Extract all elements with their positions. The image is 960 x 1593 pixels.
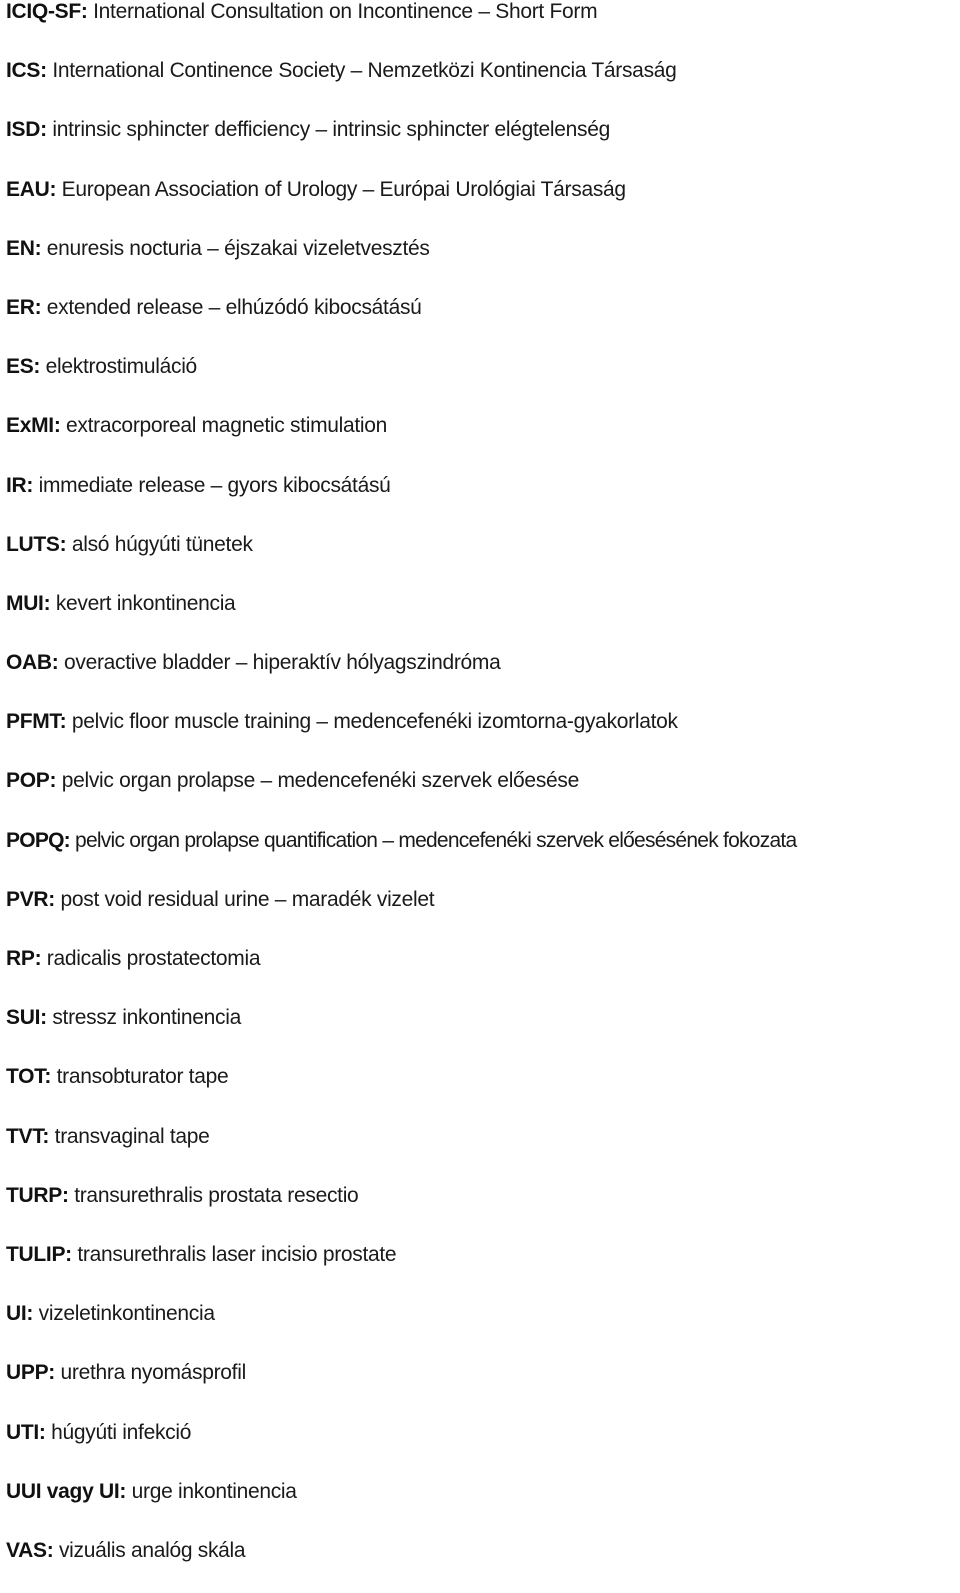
abbreviation-definition: post void residual urine – maradék vizelet [54,887,435,911]
abbreviation-definition: pelvic organ prolapse – medencefenéki szervek előesése [56,769,579,793]
abbreviation-entry-popq [6,824,956,883]
abbreviation-term: TVT: [6,1124,50,1148]
abbreviation-definition: transvaginal tape [49,1124,210,1148]
abbreviation-entry-ics [6,54,956,113]
abbreviation-definition: extended release – elhúzódó kibocsátású [41,295,422,319]
abbreviation-entry-pvr [6,883,956,942]
abbreviation-entry-isd [6,113,956,172]
abbreviation-term: ExMI: [6,414,61,438]
abbreviation-term: LUTS: [6,532,67,556]
abbreviation-term: IR: [6,473,34,497]
abbreviation-definition: vizuális analóg skála [53,1538,246,1562]
abbreviation-definition: stressz inkontinencia [46,1006,241,1030]
abbreviation-entry-uti [6,1416,956,1475]
abbreviation-term: UPP: [6,1361,55,1385]
abbreviation-entry-mui [6,587,956,646]
abbreviation-definition: intrinsic sphincter defficiency – intrinsic sphincter elégtelenség [46,118,610,142]
abbreviation-entry-turp [6,1179,956,1238]
abbreviation-definition: overactive bladder – hiperaktív hólyagszindróma [58,651,501,675]
abbreviation-term: VAS: [6,1538,54,1562]
abbreviation-term: POPQ: [6,828,70,852]
abbreviation-definition: transobturator tape [51,1065,229,1089]
abbreviation-definition: pelvic organ prolapse quantification – medencefenéki szervek előesésének fokozata [69,828,797,852]
abbreviation-term: MUI: [6,591,51,615]
abbreviation-entry-exmi [6,409,956,468]
abbreviation-term: OAB: [6,651,59,675]
abbreviation-entry-iciq-sf [6,0,956,54]
abbreviation-entry-eau [6,173,956,232]
abbreviation-entry-oab [6,646,956,705]
abbreviation-entry-rp [6,942,956,1001]
abbreviation-definition: urge inkontinencia [126,1479,297,1503]
abbreviation-term: RP: [6,947,42,970]
abbreviation-definition: transurethralis prostata resectio [68,1183,359,1207]
abbreviation-definition: immediate release – gyors kibocsátású [33,473,391,497]
abbreviation-list [6,0,956,1593]
abbreviation-entry-uui-vagy-ui [6,1475,956,1534]
abbreviation-term: SUI: [6,1006,47,1030]
abbreviation-term: ISD: [6,118,47,142]
abbreviation-entry-tvt [6,1120,956,1179]
abbreviation-term: POP: [6,769,57,793]
abbreviation-entry-tulip [6,1238,956,1297]
abbreviation-definition: vizeletinkontinencia [33,1302,215,1326]
abbreviation-definition: European Association of Urology – Európai Urológiai Társaság [56,177,626,201]
abbreviation-definition: urethra nyomásprofil [54,1361,246,1385]
abbreviation-term: PFMT: [6,710,67,734]
abbreviation-term: EN: [6,236,42,260]
abbreviation-entry-pop [6,764,956,823]
abbreviation-entry-en [6,232,956,291]
abbreviation-entry-sui [6,1001,956,1060]
abbreviation-definition: International Consultation on Incontinence – Short Form [87,0,598,23]
abbreviation-definition: enuresis nocturia – éjszakai vizeletvesztés [41,236,430,260]
abbreviation-entry-vas [6,1534,956,1593]
abbreviation-term: TULIP: [6,1242,72,1266]
abbreviation-term: TOT: [6,1065,52,1089]
abbreviation-definition: radicalis prostatectomia [41,947,261,970]
abbreviation-entry-ui [6,1297,956,1356]
abbreviation-term: UUI vagy UI: [6,1479,127,1503]
abbreviation-term: ES: [6,355,41,379]
abbreviation-term: EAU: [6,177,57,201]
abbreviation-term: PVR: [6,887,55,911]
abbreviation-term: ICS: [6,59,47,83]
abbreviation-term: TURP: [6,1183,69,1207]
abbreviation-term: UTI: [6,1420,46,1444]
abbreviation-entry-er [6,291,956,350]
abbreviation-definition: húgyúti infekció [45,1420,192,1444]
abbreviation-definition: kevert inkontinencia [50,591,236,615]
abbreviation-entry-tot [6,1060,956,1119]
abbreviation-entry-pfmt [6,705,956,764]
abbreviation-entry-luts [6,528,956,587]
abbreviation-term: ICIQ-SF: [6,0,88,23]
abbreviation-term: ER: [6,295,42,319]
abbreviation-definition: extracorporeal magnetic stimulation [60,414,388,438]
abbreviation-term: UI: [6,1302,34,1326]
abbreviation-definition: elektrostimuláció [40,355,197,379]
abbreviation-definition: International Continence Society – Nemzetközi Kontinencia Társaság [46,59,677,83]
abbreviation-definition: alsó húgyúti tünetek [66,532,253,556]
abbreviation-entry-es [6,350,956,409]
abbreviation-definition: transurethralis laser incisio prostate [71,1242,397,1266]
abbreviation-entry-upp [6,1356,956,1415]
abbreviation-entry-ir [6,469,956,528]
abbreviation-definition: pelvic floor muscle training – medencefenéki izomtorna-gyakorlatok [66,710,678,734]
